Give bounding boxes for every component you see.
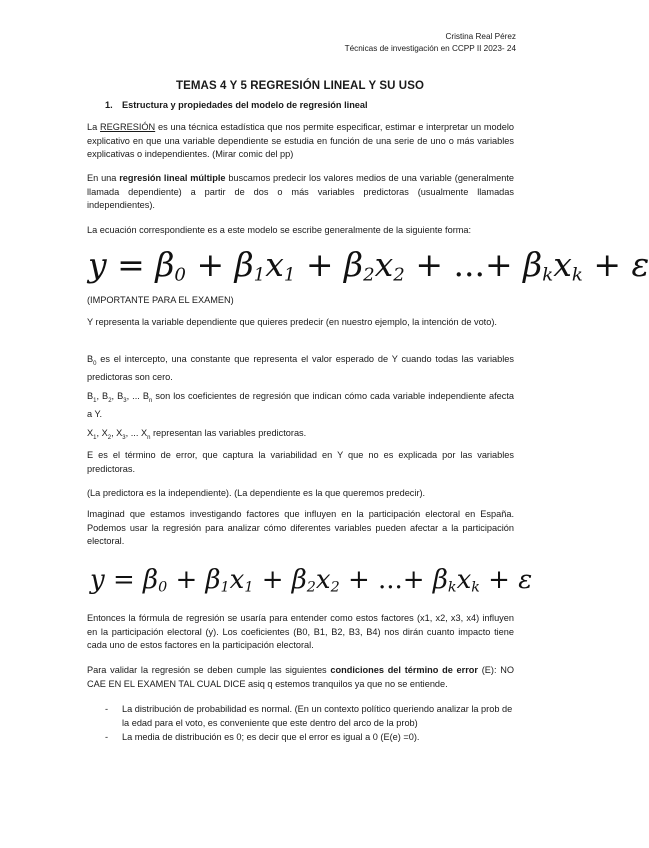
section-title: Estructura y propiedades del modelo de regresión lineal — [122, 100, 368, 110]
eq-sub: 0 — [174, 264, 186, 286]
text: , X — [111, 428, 123, 438]
text: B — [87, 391, 94, 401]
eq-sub: 1 — [244, 579, 254, 596]
eq-sub: k — [471, 579, 480, 596]
eq-plus: + — [488, 565, 510, 595]
paragraph-ecuacion-intro: La ecuación correspondiente es a este modelo se escribe generalmente de la siguiente forma: — [87, 225, 472, 235]
eq-plus: + — [484, 245, 513, 284]
regression-equation-large — [88, 245, 649, 286]
eq-sub: 1 — [220, 579, 230, 596]
paragraph-regresion — [87, 121, 514, 162]
text: (E): NO CAE EN EL EXAMEN TAL CUAL DICE asiq q estemos tranquilos ya que no se entiende. — [87, 665, 514, 689]
eq-sub: 2 — [330, 579, 340, 596]
text: X — [87, 428, 94, 438]
paragraph-predictora-nota: (La predictora es la independiente). (La dependiente es la que queremos predecir). — [87, 488, 426, 498]
eq-plus: + — [196, 245, 225, 284]
text: La — [87, 122, 101, 132]
text: n — [149, 397, 153, 404]
eq-plus: + — [593, 245, 621, 284]
eq-sub: 0 — [158, 579, 168, 596]
paragraph-ejemplo: Imaginad que estamos investigando factores que influyen en la participación electoral en España. Podemos usar la regresión para analizar cómo diferentes variables pueden afectar a la participación electoral. — [87, 509, 514, 547]
eq-xk: x — [553, 245, 572, 284]
eq-sub: 2 — [363, 264, 375, 286]
paragraph-error: E es el término de error, que captura la variabilidad en Y que no es explicada por las variables predictoras. — [87, 450, 514, 474]
section-number: 1. — [105, 100, 113, 110]
page-title: TEMAS 4 Y 5 REGRESIÓN LINEAL Y SU USO — [175, 80, 425, 92]
term-regresion-multiple: regresión lineal múltiple — [119, 173, 226, 183]
eq-epsilon: ε — [518, 565, 533, 595]
eq-sub: 1 — [283, 264, 296, 286]
bullet-dash: - — [105, 732, 109, 742]
eq-beta2: β — [291, 565, 307, 595]
eq-plus: + — [347, 565, 370, 595]
eq-plus: + — [305, 245, 334, 284]
paragraph-formula-uso: Entonces la fórmula de regresión se usaría para entender como estos factores (x1, x2, x3, x4) influyen en la participación electoral (y). Los coeficientes (B0, B1, B2, B3, B4) nos dirán cuanto impacto tiene cada uno de estos factores en la participación electoral. — [87, 613, 514, 651]
eq-beta0: β — [155, 245, 175, 284]
eq-x2: x — [315, 565, 331, 595]
text: 3 — [123, 397, 127, 404]
eq-beta1: β — [205, 565, 221, 595]
eq-sub: 2 — [393, 264, 405, 286]
header-author: Cristina Real Pérez — [445, 32, 516, 41]
text: son los coeficientes de regresión que indican cómo cada variable independiente afecta a Y. — [87, 391, 515, 420]
bullet-dash: - — [105, 704, 109, 714]
text: , B — [96, 391, 109, 401]
eq-betak: β — [523, 245, 543, 284]
text: , ... X — [125, 428, 148, 438]
text: En una — [87, 173, 120, 183]
eq-dots: ... — [378, 565, 403, 595]
note-importante-examen: (IMPORTANTE PARA EL EXAMEN) — [87, 295, 234, 305]
text: B — [87, 354, 94, 364]
eq-betak: β — [432, 565, 448, 595]
eq-x1: x — [229, 565, 245, 595]
list-item-text: La media de distribución es 0; es decir que el error es igual a 0 (E(e) =0). — [122, 732, 420, 742]
eq-beta2: β — [344, 245, 364, 284]
eq-dots: ... — [453, 245, 485, 284]
eq-epsilon: ε — [631, 245, 649, 284]
eq-sub: k — [571, 264, 583, 286]
eq-x1: x — [265, 245, 284, 284]
text: , ... B — [126, 391, 149, 401]
text: 1 — [93, 434, 97, 441]
text: n — [147, 434, 151, 441]
eq-xk: x — [456, 565, 472, 595]
term-condiciones-error: condiciones del término de error — [330, 665, 478, 675]
paragraph-predictoras — [87, 427, 514, 445]
header-course: Técnicas de investigación en CCPP II 2023- 24 — [344, 44, 516, 53]
text: es el intercepto, una constante que representa el valor esperado de Y cuando todas las variables predictoras son cero. — [87, 354, 514, 383]
text: 2 — [108, 397, 112, 404]
text: , X — [96, 428, 108, 438]
eq-beta1: β — [234, 245, 254, 284]
eq-plus: + — [261, 565, 284, 595]
text: 2 — [107, 434, 112, 441]
text: , B — [111, 391, 124, 401]
eq-plus: + — [415, 245, 443, 284]
text: representan las variables predictoras. — [150, 428, 307, 438]
eq-sub: k — [542, 264, 554, 286]
regression-equation-small — [90, 565, 532, 596]
eq-sub: 2 — [306, 579, 316, 596]
paragraph-regresion-multiple — [87, 172, 514, 213]
eq-sub: 1 — [253, 264, 266, 286]
eq-x2: x — [374, 245, 394, 284]
text: Para validar la regresión se deben cumple las siguientes — [87, 665, 331, 675]
section-heading — [105, 100, 368, 110]
eq-beta0: β — [143, 565, 159, 595]
eq-equals: = — [117, 245, 145, 284]
text: 3 — [122, 434, 126, 441]
eq-plus: + — [402, 565, 425, 595]
paragraph-condiciones — [87, 664, 514, 691]
paragraph-b0 — [87, 353, 514, 385]
eq-y: y — [88, 245, 107, 284]
text: 0 — [93, 360, 97, 367]
eq-sub: k — [447, 579, 457, 596]
eq-equals: = — [112, 565, 135, 595]
eq-plus: + — [175, 565, 198, 595]
text: es una técnica estadística que nos permite especificar, estimar e interpretar un modelo explicativo en que una variable dependiente se estudia en función de una serie de uno o más variables explicativas o independientes. (Mirar comic del pp) — [87, 122, 515, 160]
paragraph-y: Y representa la variable dependiente que quieres predecir (en nuestro ejemplo, la intención de voto). — [87, 317, 497, 327]
eq-y: y — [90, 565, 105, 595]
list-item-text: La distribución de probabilidad es normal. (En un contexto político queriendo analizar la prob de la edad para el voto, es conveniente que este dentro del arco de la prob) — [122, 704, 513, 728]
term-regresion: REGRESIÓN — [100, 122, 156, 132]
text: buscamos predecir los valores medios de una variable (generalmente llamada dependiente) a partir de dos o más variables predictoras (usualmente llamadas independientes). — [87, 173, 514, 211]
text: 1 — [93, 397, 97, 404]
paragraph-coeficientes — [87, 390, 514, 422]
